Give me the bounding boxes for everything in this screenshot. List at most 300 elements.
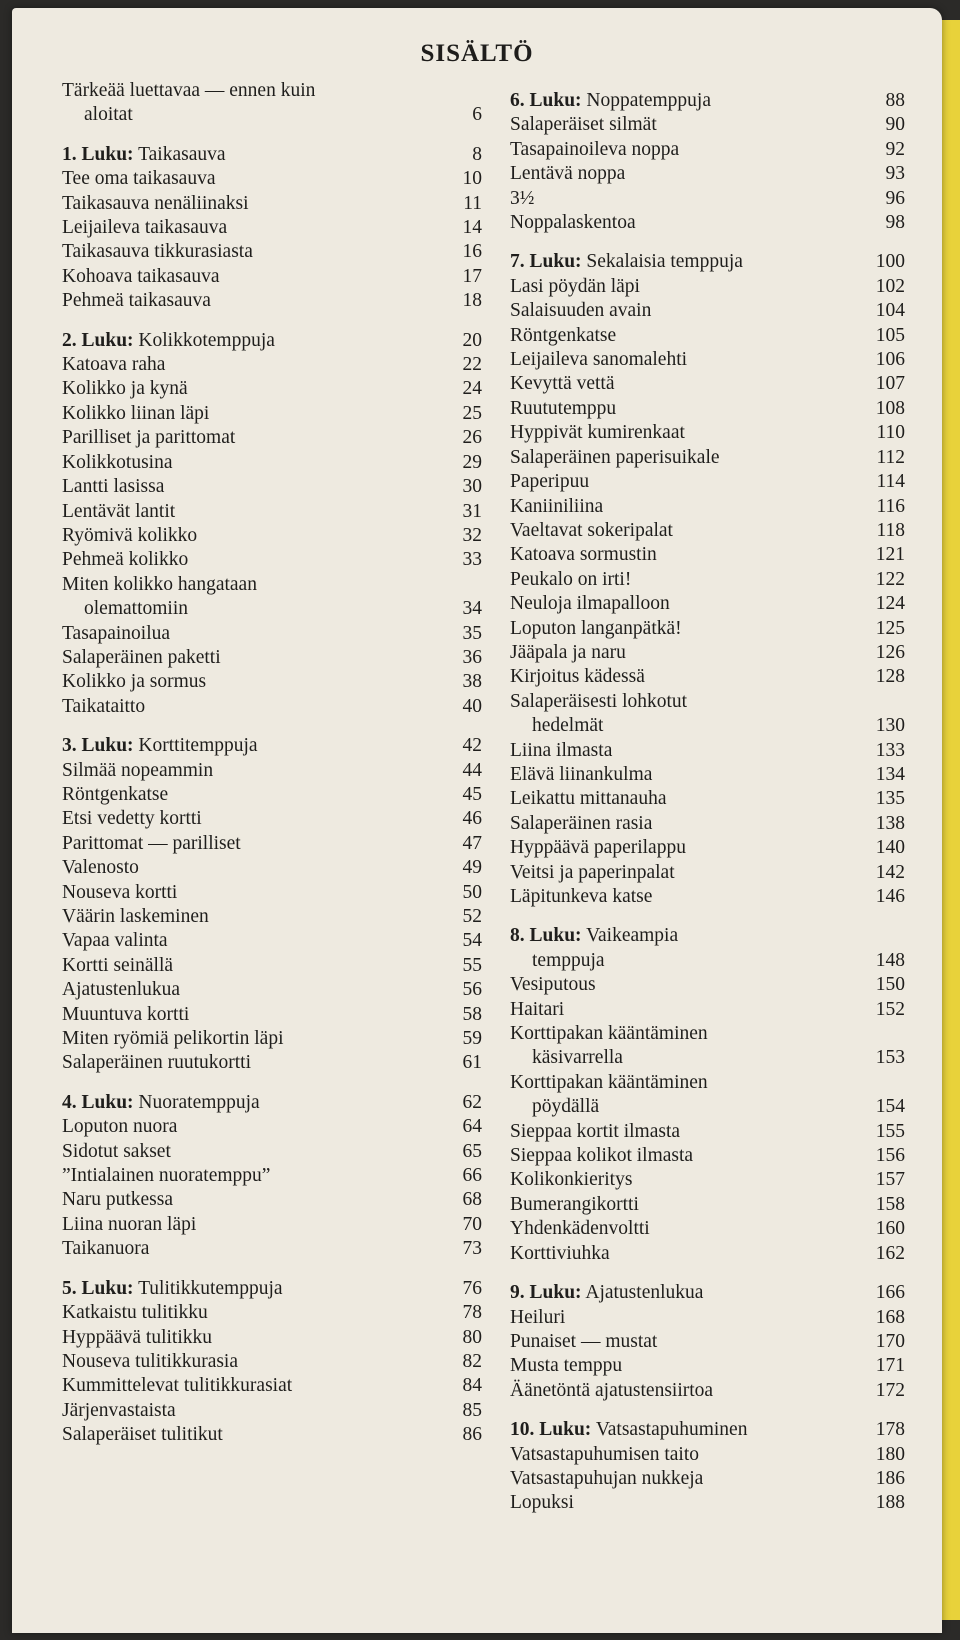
entry-page-number: 104 [875,300,905,322]
toc-entry [510,397,905,421]
entry-page-number: 38 [462,671,482,693]
entry-page-number: 65 [462,1140,482,1162]
toc-section [510,924,905,1266]
toc-section [510,1418,905,1516]
toc-entry [510,641,905,665]
toc-section [510,89,905,235]
entry-page-number: 170 [875,1330,905,1352]
toc-entry [62,192,482,216]
entry-title: Tasapainoileva noppa [510,138,680,160]
entry-title: Nouseva kortti [62,881,178,903]
chapter-heading-row [62,1091,482,1115]
entry-page-number: 55 [462,954,482,976]
entry-title: Kolikko liinan läpi [62,402,210,424]
toc-entry [510,372,905,396]
entry-title: Taikataitto [62,695,146,717]
chapter-title [510,250,855,274]
entry-page-number: 107 [875,373,905,395]
toc-entry [62,353,482,377]
entry-title: Haitari [510,998,565,1020]
entry-page-number: 44 [462,759,482,781]
toc-entry [510,1330,905,1354]
toc-entry [62,548,482,572]
entry-title: Läpitunkeva katse [510,886,653,907]
toc-entry [62,240,482,264]
chapter-name: Noppatemppuja [586,90,711,111]
toc-entry [62,905,482,929]
entry-title: Kummittelevat tulitikkurasiat [62,1375,293,1397]
chapter-name: Vaikeampia temppuja [532,925,679,971]
entry-title: Korttipakan kääntäminen pöydällä [510,1071,708,1118]
entry-title: Kolikko ja sormus [62,671,207,693]
entry-page-number: 118 [876,519,905,541]
toc-entry [510,812,905,836]
entry-page-number: 142 [875,861,905,883]
toc-entry [62,216,482,240]
toc-entry [62,1399,482,1423]
chapter-title [510,89,855,113]
entry-title: Valenosto [62,857,139,879]
toc-entry [62,954,482,978]
toc-entry [510,138,905,162]
entry-page-number: 58 [462,1003,482,1025]
entry-title: Salaisuuden avain [510,300,652,322]
toc-section [62,734,482,1076]
toc-entry [510,1193,905,1217]
toc-entry [62,451,482,475]
entry-page-number: 11 [463,192,482,214]
toc-entry [510,543,905,567]
entry-page-number: 126 [875,641,905,663]
entry-page-number: 98 [885,212,905,234]
chapter-number: 6. Luku: [510,90,582,111]
toc-section [62,79,482,128]
toc-entry [62,524,482,548]
entry-title: Loputon langanpätkä! [510,617,682,639]
entry-page-number: 66 [462,1165,482,1187]
entry-page-number: 46 [462,808,482,830]
toc-entry [510,1120,905,1144]
entry-title: Leijaileva taikasauva [62,217,228,239]
toc-entry [62,856,482,880]
entry-page-number: 35 [462,622,482,644]
entry-title: Lentävä noppa [510,163,626,185]
entry-title: Ajatustenlukua [62,979,181,1001]
toc-entry [62,670,482,694]
toc-entry [510,1071,905,1120]
entry-title: Peukalo on irti! [510,568,632,590]
toc-entry [510,162,905,186]
entry-title: Loputon nuora [62,1116,178,1138]
entry-title: Muuntuva kortti [62,1003,190,1025]
entry-title: Hyppäävä tulitikku [62,1326,213,1348]
toc-entry [62,1027,482,1051]
entry-page-number: 25 [462,402,482,424]
toc-entry [510,1354,905,1378]
toc-entry [62,929,482,953]
entry-page-number: 31 [462,500,482,522]
toc-entry [62,265,482,289]
entry-title: Pehmeä kolikko [62,549,189,571]
entry-page-number: 188 [875,1492,905,1514]
toc-entry [510,690,905,739]
toc-entry [62,1326,482,1350]
chapter-page-number: 42 [462,735,482,757]
toc-entry [510,1217,905,1241]
toc-section [62,143,482,314]
entry-page-number: 108 [875,397,905,419]
chapter-number: 1. Luku: [62,143,134,165]
entry-page-number: 93 [885,163,905,185]
toc-entry [62,79,482,128]
entry-page-number: 134 [875,763,905,785]
toc-entry [62,1003,482,1027]
entry-page-number: 36 [462,646,482,668]
entry-page-number: 10 [462,168,482,190]
entry-page-number: 34 [462,598,482,620]
toc-entry [62,783,482,807]
entry-title: Naru putkessa [62,1189,174,1211]
toc-entry [62,289,482,313]
toc-entry [62,1301,482,1325]
entry-title: Salaperäinen ruutukortti [62,1052,251,1074]
toc-entry [62,646,482,670]
chapter-heading-row [62,734,482,758]
entry-title: Pehmeä taikasauva [62,290,211,312]
entry-title: Parittomat — parilliset [62,832,241,854]
toc-entry [510,519,905,543]
entry-page-number: 80 [462,1326,482,1348]
toc-entry [62,759,482,783]
entry-page-number: 114 [876,471,905,493]
entry-title: Hyppäävä paperilappu [510,837,686,859]
entry-page-number: 50 [462,881,482,903]
entry-page-number: 124 [875,593,905,615]
entry-page-number: 40 [462,695,482,717]
entry-title: Väärin laskeminen [62,906,209,927]
entry-title: 3½ [510,187,535,209]
entry-title: Kolikkotusina [62,451,173,473]
chapter-name: Taikasauva [138,143,226,165]
entry-title: Liina nuoran läpi [62,1213,197,1235]
chapter-page-number: 62 [462,1091,482,1113]
entry-title: Veitsi ja paperinpalat [510,861,675,883]
toc-entry [510,1306,905,1330]
entry-title: Vatsastapuhujan nukkeja [510,1467,704,1489]
entry-page-number: 146 [875,886,905,907]
toc-entry [62,1115,482,1139]
entry-page-number: 64 [462,1116,482,1138]
entry-page-number: 168 [875,1306,905,1328]
chapter-number: 2. Luku: [62,329,134,351]
entry-page-number: 110 [876,422,905,444]
toc-entry [62,402,482,426]
chapter-number: 10. Luku: [510,1419,592,1441]
entry-page-number: 68 [462,1189,482,1211]
chapter-name: Ajatustenlukua [585,1282,704,1304]
chapter-number: 8. Luku: [510,925,582,947]
entry-title: Silmää nopeammin [62,759,214,781]
entry-title: Lantti lasissa [62,476,165,498]
toc-entry [62,500,482,524]
entry-title: Vesiputous [510,974,596,996]
chapter-heading-row [62,1277,482,1301]
entry-page-number: 155 [875,1120,905,1142]
entry-title: Sieppaa kolikot ilmasta [510,1145,694,1167]
chapter-title [62,1091,432,1115]
chapter-number: 3. Luku: [62,735,134,757]
entry-title: Neuloja ilmapalloon [510,593,670,615]
entry-title: Etsi vedetty kortti [62,808,202,830]
toc-entry [510,1467,905,1491]
entry-page-number: 52 [462,906,482,927]
chapter-title [62,1277,432,1301]
toc-section [62,329,482,720]
entry-title: Tasapainoilua [62,622,171,644]
entry-title: Korttipakan kääntäminen käsivarrella [510,1023,708,1069]
toc-entry [62,167,482,191]
chapter-page-number: 88 [885,90,905,111]
entry-page-number: 47 [462,832,482,854]
chapter-number: 4. Luku: [62,1091,134,1113]
chapter-page-number: 76 [462,1277,482,1299]
entry-page-number: 82 [462,1350,482,1372]
entry-title: Hyppivät kumirenkaat [510,422,685,444]
entry-title: Lentävät lantit [62,500,176,522]
entry-page-number: 171 [875,1355,905,1377]
entry-title: Kevyttä vettä [510,373,615,395]
toc-entry [62,1213,482,1237]
toc-entry [510,211,905,235]
toc-entry [510,1022,905,1071]
entry-title: Vatsastapuhumisen taito [510,1443,700,1465]
entry-page-number: 102 [875,275,905,297]
chapter-page-number: 20 [462,329,482,351]
chapter-page-number: 8 [472,143,482,165]
entry-page-number: 153 [875,1047,905,1069]
toc-entry [510,998,905,1022]
toc-entry [62,426,482,450]
entry-page-number: 18 [462,290,482,312]
entry-title: Sidotut sakset [62,1140,171,1162]
entry-page-number: 32 [462,524,482,546]
entry-page-number: 17 [462,265,482,287]
toc-section [510,1281,905,1403]
entry-title: Ryömivä kolikko [62,524,198,546]
toc-entry [510,885,905,909]
entry-page-number: 92 [885,138,905,160]
entry-page-number: 140 [875,837,905,859]
chapter-page-number: 148 [875,949,905,971]
entry-title: Noppalaskentoa [510,212,636,234]
entry-title: Katkaistu tulitikku [62,1302,208,1324]
toc-right-column [510,89,905,1531]
chapter-title [62,734,432,758]
toc-left-column [62,79,482,1463]
entry-title: Paperipuu [510,471,590,493]
toc-entry [62,695,482,719]
entry-title: Kolikonkieritys [510,1169,633,1191]
entry-page-number: 59 [462,1028,482,1050]
entry-page-number: 90 [885,114,905,136]
toc-entry [62,573,482,622]
toc-entry [510,421,905,445]
chapter-heading-row [62,143,482,167]
entry-page-number: 158 [875,1193,905,1215]
toc-entry [510,665,905,689]
entry-page-number: 86 [462,1424,482,1446]
entry-page-number: 49 [462,857,482,879]
toc-entry [510,1491,905,1515]
entry-title: Punaiset — mustat [510,1330,658,1352]
entry-page-number: 22 [462,354,482,376]
entry-title: Tee oma taikasauva [62,168,216,190]
entry-page-number: 160 [875,1218,905,1240]
entry-title: Leijaileva sanomalehti [510,349,688,371]
entry-page-number: 105 [875,324,905,346]
chapter-page-number: 100 [875,251,905,273]
entry-page-number: 125 [875,617,905,639]
toc-entry [62,1140,482,1164]
chapter-number: 9. Luku: [510,1282,582,1304]
entry-page-number: 150 [875,974,905,996]
chapter-heading-row [510,924,905,973]
entry-title: Salaperäiset tulitikut [62,1424,223,1446]
chapter-name: Korttitemppuja [138,735,258,757]
toc-entry [510,836,905,860]
toc-entry [510,495,905,519]
chapter-title [62,329,432,353]
entry-page-number: 70 [462,1213,482,1235]
entry-title: Järjenvastaista [62,1399,176,1421]
toc-entry [510,1168,905,1192]
entry-title: Salaperäinen rasia [510,812,653,834]
entry-page-number: 61 [462,1052,482,1074]
entry-title: Vaeltavat sokeripalat [510,519,673,541]
entry-page-number: 24 [462,378,482,400]
chapter-title [510,924,855,973]
entry-title: Heiluri [510,1306,566,1328]
entry-title: Vapaa valinta [62,930,168,952]
toc-entry [510,592,905,616]
entry-title: Äänetöntä ajatustensiirtoa [510,1379,714,1401]
entry-page-number: 157 [875,1169,905,1191]
entry-page-number: 130 [875,715,905,737]
chapter-title [62,143,432,167]
entry-title: Jääpala ja naru [510,641,626,663]
toc-section [62,1091,482,1262]
toc-section [62,1277,482,1448]
entry-page-number: 26 [462,427,482,449]
entry-page-number: 186 [875,1467,905,1489]
page-title: SISÄLTÖ [420,40,534,67]
toc-entry [510,446,905,470]
toc-entry [510,187,905,211]
entry-page-number: 6 [472,104,482,126]
entry-title: Kaniiniliina [510,495,604,517]
entry-title: ”Intialainen nuoratemppu” [62,1165,271,1187]
toc-entry [62,622,482,646]
entry-title: Salaperäinen paperisuikale [510,446,720,468]
entry-title: Kortti seinällä [62,954,174,976]
entry-page-number: 45 [462,783,482,805]
chapter-page-number: 166 [875,1282,905,1304]
entry-title: Kolikko ja kynä [62,378,188,400]
entry-page-number: 156 [875,1145,905,1167]
entry-title: Taikasauva nenäliinaksi [62,192,249,214]
entry-title: Tärkeää luettavaa — ennen kuin aloitat [62,80,316,126]
entry-page-number: 133 [875,739,905,761]
entry-page-number: 135 [875,788,905,810]
entry-title: Lopuksi [510,1492,574,1514]
chapter-name: Sekalaisia temppuja [586,251,743,273]
entry-page-number: 112 [876,446,905,468]
entry-title: Miten kolikko hangataan olemattomiin [62,573,257,620]
entry-title: Taikasauva tikkurasiasta [62,241,253,263]
entry-page-number: 162 [875,1242,905,1264]
toc-entry [510,113,905,137]
entry-page-number: 152 [875,998,905,1020]
chapter-name: Nuoratemppuja [138,1091,260,1113]
entry-title: Bumerangikortti [510,1193,639,1215]
entry-page-number: 85 [462,1399,482,1421]
entry-title: Yhdenkädenvoltti [510,1218,650,1240]
entry-page-number: 96 [885,187,905,209]
toc-entry [510,275,905,299]
chapter-heading-row [510,1418,905,1442]
toc-entry [510,973,905,997]
entry-title: Sieppaa kortit ilmasta [510,1120,681,1142]
entry-page-number: 30 [462,476,482,498]
chapter-name: Tulitikkutemppuja [138,1277,283,1299]
entry-title: Elävä liinankulma [510,763,653,785]
toc-entry [510,568,905,592]
chapter-name: Vatsastapuhuminen [595,1419,748,1441]
chapter-heading-row [62,329,482,353]
entry-title: Nouseva tulitikkurasia [62,1350,239,1372]
entry-page-number: 154 [875,1096,905,1118]
entry-page-number: 73 [462,1238,482,1260]
toc-entry [62,1164,482,1188]
toc-section [510,250,905,909]
entry-title: Katoava sormustin [510,544,657,566]
entry-title: Taikanuora [62,1238,150,1260]
toc-entry [62,1051,482,1075]
entry-page-number: 29 [462,451,482,473]
toc-entry [62,1188,482,1212]
toc-entry [510,299,905,323]
entry-page-number: 116 [876,495,905,517]
toc-entry [510,348,905,372]
toc-entry [510,470,905,494]
entry-page-number: 54 [462,930,482,952]
toc-entry [62,807,482,831]
entry-page-number: 14 [462,217,482,239]
toc-entry [62,978,482,1002]
entry-page-number: 122 [875,568,905,590]
entry-page-number: 16 [462,241,482,263]
entry-title: Miten ryömiä pelikortin läpi [62,1028,284,1050]
entry-page-number: 84 [462,1375,482,1397]
chapter-page-number: 178 [875,1419,905,1441]
toc-entry [510,787,905,811]
chapter-heading-row [510,250,905,274]
entry-page-number: 106 [875,349,905,371]
entry-page-number: 172 [875,1379,905,1401]
chapter-number: 7. Luku: [510,251,582,273]
entry-title: Ruututemppu [510,397,617,419]
entry-title: Leikattu mittanauha [510,788,667,810]
